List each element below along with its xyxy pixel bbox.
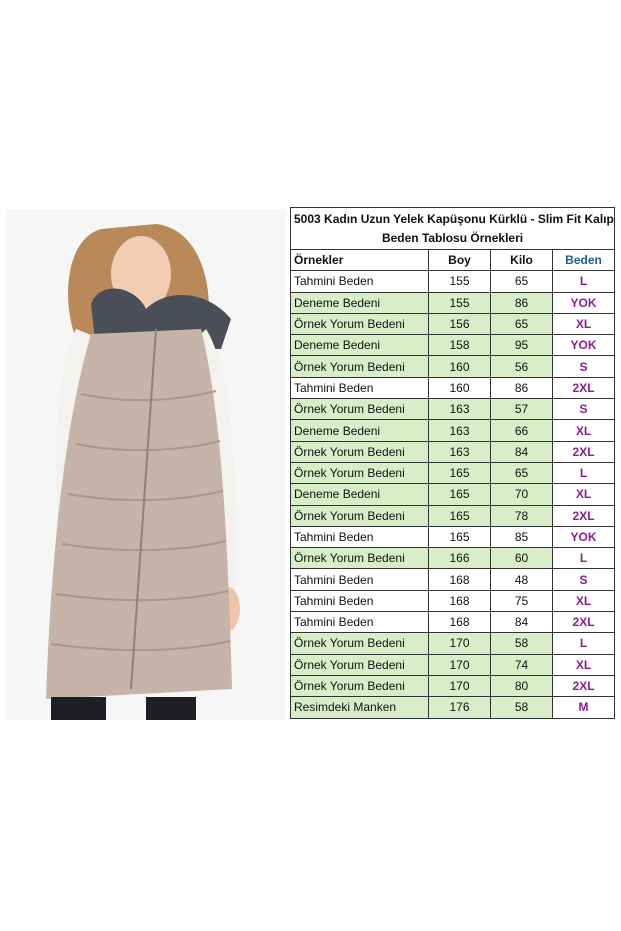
header-beden: Beden — [553, 250, 615, 271]
row-boy-cell: 160 — [429, 377, 491, 398]
row-name-cell: Örnek Yorum Bedeni — [291, 356, 429, 377]
row-kilo-cell: 75 — [491, 590, 553, 611]
row-beden-cell: XL — [553, 484, 615, 505]
table-row — [291, 335, 615, 356]
row-kilo-cell: 84 — [491, 612, 553, 633]
row-boy-cell: 163 — [429, 420, 491, 441]
row-beden-cell: L — [553, 633, 615, 654]
row-name-cell: Örnek Yorum Bedeni — [291, 548, 429, 569]
row-name-cell: Resimdeki Manken — [291, 697, 429, 718]
table-row — [291, 569, 615, 590]
row-kilo-cell: 65 — [491, 313, 553, 334]
row-kilo-cell: 57 — [491, 399, 553, 420]
row-kilo-cell: 58 — [491, 633, 553, 654]
row-name-cell: Örnek Yorum Bedeni — [291, 462, 429, 483]
row-name-cell: Tahmini Beden — [291, 526, 429, 547]
row-boy-cell: 168 — [429, 569, 491, 590]
row-kilo-cell: 65 — [491, 271, 553, 292]
row-name-cell: Tahmini Beden — [291, 612, 429, 633]
size-chart-table — [290, 207, 615, 719]
row-beden-cell: 2XL — [553, 612, 615, 633]
table-row — [291, 377, 615, 398]
table-row — [291, 441, 615, 462]
row-beden-cell: XL — [553, 590, 615, 611]
row-kilo-cell: 66 — [491, 420, 553, 441]
row-boy-cell: 165 — [429, 505, 491, 526]
row-boy-cell: 155 — [429, 271, 491, 292]
table-row — [291, 590, 615, 611]
model-vest-illustration — [6, 209, 286, 720]
row-kilo-cell: 60 — [491, 548, 553, 569]
row-beden-cell: L — [553, 271, 615, 292]
row-beden-cell: S — [553, 399, 615, 420]
header-kilo: Kilo — [491, 250, 553, 271]
table-row — [291, 292, 615, 313]
header-boy: Boy — [429, 250, 491, 271]
row-boy-cell: 170 — [429, 654, 491, 675]
row-boy-cell: 160 — [429, 356, 491, 377]
row-kilo-cell: 95 — [491, 335, 553, 356]
row-name-cell: Örnek Yorum Bedeni — [291, 654, 429, 675]
row-kilo-cell: 86 — [491, 377, 553, 398]
header-ornekler: Örnekler — [291, 250, 429, 271]
row-name-cell: Deneme Bedeni — [291, 484, 429, 505]
table-row — [291, 675, 615, 696]
table-row — [291, 548, 615, 569]
row-name-cell: Tahmini Beden — [291, 377, 429, 398]
row-kilo-cell: 86 — [491, 292, 553, 313]
row-boy-cell: 170 — [429, 633, 491, 654]
row-beden-cell: 2XL — [553, 505, 615, 526]
row-beden-cell: 2XL — [553, 377, 615, 398]
row-beden-cell: M — [553, 697, 615, 718]
row-kilo-cell: 85 — [491, 526, 553, 547]
table-row — [291, 526, 615, 547]
row-beden-cell: L — [553, 548, 615, 569]
row-boy-cell: 165 — [429, 484, 491, 505]
row-boy-cell: 155 — [429, 292, 491, 313]
row-name-cell: Örnek Yorum Bedeni — [291, 633, 429, 654]
row-kilo-cell: 80 — [491, 675, 553, 696]
row-beden-cell: 2XL — [553, 441, 615, 462]
row-name-cell: Örnek Yorum Bedeni — [291, 675, 429, 696]
row-boy-cell: 165 — [429, 462, 491, 483]
row-beden-cell: XL — [553, 654, 615, 675]
product-photo — [6, 209, 286, 720]
table-row — [291, 654, 615, 675]
row-beden-cell: XL — [553, 420, 615, 441]
table-row — [291, 612, 615, 633]
row-beden-cell: YOK — [553, 292, 615, 313]
row-boy-cell: 170 — [429, 675, 491, 696]
row-boy-cell: 176 — [429, 697, 491, 718]
row-name-cell: Örnek Yorum Bedeni — [291, 399, 429, 420]
table-row — [291, 462, 615, 483]
table-row — [291, 484, 615, 505]
row-kilo-cell: 84 — [491, 441, 553, 462]
row-name-cell: Deneme Bedeni — [291, 335, 429, 356]
row-beden-cell: S — [553, 569, 615, 590]
table-row — [291, 420, 615, 441]
table-row — [291, 697, 615, 718]
table-title — [291, 208, 615, 250]
row-boy-cell: 163 — [429, 399, 491, 420]
table-row — [291, 505, 615, 526]
row-kilo-cell: 65 — [491, 462, 553, 483]
row-name-cell: Deneme Bedeni — [291, 292, 429, 313]
table-title-line1: 5003 Kadın Uzun Yelek Kapüşonu Kürklü - Slim Fit Kalıp — [294, 212, 614, 226]
row-name-cell: Tahmini Beden — [291, 590, 429, 611]
row-boy-cell: 168 — [429, 612, 491, 633]
row-beden-cell: L — [553, 462, 615, 483]
row-beden-cell: XL — [553, 313, 615, 334]
row-kilo-cell: 56 — [491, 356, 553, 377]
row-boy-cell: 156 — [429, 313, 491, 334]
table-title-line2: Beden Tablosu Örnekleri — [381, 231, 524, 245]
row-boy-cell: 163 — [429, 441, 491, 462]
row-name-cell: Örnek Yorum Bedeni — [291, 441, 429, 462]
table-row — [291, 399, 615, 420]
row-name-cell: Örnek Yorum Bedeni — [291, 505, 429, 526]
row-boy-cell: 165 — [429, 526, 491, 547]
row-name-cell: Tahmini Beden — [291, 271, 429, 292]
table-row — [291, 313, 615, 334]
row-beden-cell: 2XL — [553, 675, 615, 696]
row-boy-cell: 158 — [429, 335, 491, 356]
row-name-cell: Örnek Yorum Bedeni — [291, 313, 429, 334]
row-kilo-cell: 74 — [491, 654, 553, 675]
table-row — [291, 633, 615, 654]
row-beden-cell: S — [553, 356, 615, 377]
row-beden-cell: YOK — [553, 526, 615, 547]
row-name-cell: Deneme Bedeni — [291, 420, 429, 441]
row-boy-cell: 166 — [429, 548, 491, 569]
table-row — [291, 356, 615, 377]
row-kilo-cell: 48 — [491, 569, 553, 590]
row-kilo-cell: 78 — [491, 505, 553, 526]
table-row — [291, 271, 615, 292]
row-name-cell: Tahmini Beden — [291, 569, 429, 590]
row-beden-cell: YOK — [553, 335, 615, 356]
row-boy-cell: 168 — [429, 590, 491, 611]
row-kilo-cell: 70 — [491, 484, 553, 505]
row-kilo-cell: 58 — [491, 697, 553, 718]
